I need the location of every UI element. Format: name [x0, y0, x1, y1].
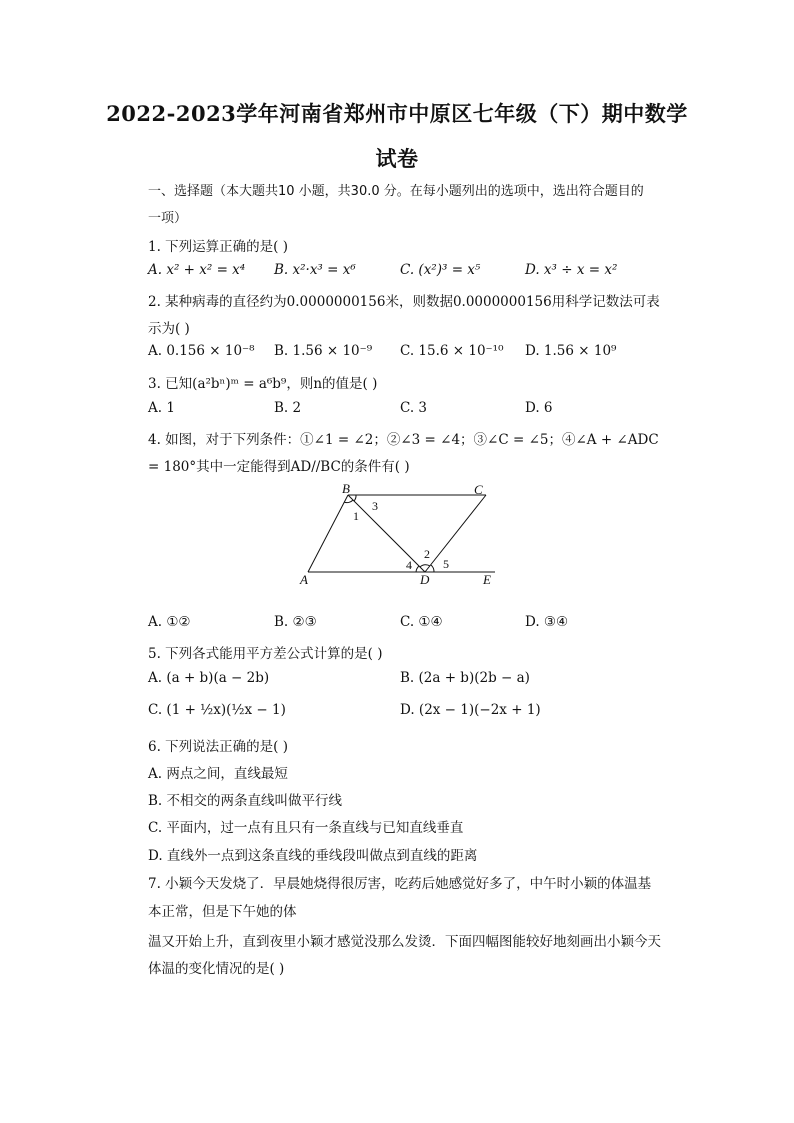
- angle-label-5: 5: [443, 557, 449, 571]
- label-d: D: [420, 572, 430, 587]
- question-2-option-c: C. 15.6 × 10⁻¹⁰: [400, 343, 504, 359]
- question-3-option-c: C. 3: [400, 400, 428, 416]
- question-7-stem: 7. 小颖今天发烧了．早晨她烧得很厉害，吃药后她感觉好多了，中午时小颖的体温基: [148, 876, 652, 892]
- section-heading: 一、选择题（本大题共10 小题，共30.0 分。在每小题列出的选项中，选出符合题目的: [148, 184, 644, 199]
- question-4-stem: 4. 如图，对于下列条件：①∠1 = ∠2；②∠3 = ∠4；③∠C = ∠5；④∠A + ∠ADC: [148, 432, 659, 448]
- line-ab: [308, 495, 348, 572]
- label-b: B: [342, 481, 350, 496]
- exam-title-line2: 试卷: [375, 146, 419, 171]
- question-5-option-d: D. (2x − 1)(−2x + 1): [400, 702, 541, 718]
- angle-5-arc: [431, 565, 434, 572]
- angle-3-arc: [354, 495, 356, 501]
- question-6-option-d: D. 直线外一点到这条直线的垂线段叫做点到直线的距离: [148, 848, 478, 864]
- angle-label-2: 2: [424, 547, 430, 561]
- question-4-option-d: D. ③④: [525, 614, 569, 630]
- question-2-option-a: A. 0.156 × 10⁻⁸: [148, 343, 255, 359]
- angle-label-4: 4: [406, 558, 412, 572]
- question-5-option-c: C. (1 + ½x)(½x − 1): [148, 702, 286, 718]
- angle-2-arc: [420, 565, 430, 567]
- question-1-option-d: D. x³ ÷ x = x²: [525, 262, 618, 278]
- question-6-option-b: B. 不相交的两条直线叫做平行线: [148, 793, 343, 809]
- angle-label-1: 1: [353, 509, 359, 523]
- question-1-option-a: A. x² + x² = x⁴: [148, 262, 246, 278]
- exam-title-line1: 2022-2023学年河南省郑州市中原区七年级（下）期中数学: [106, 101, 688, 126]
- question-6-option-a: A. 两点之间，直线最短: [148, 766, 288, 782]
- angle-label-3: 3: [372, 499, 378, 513]
- label-c: C: [474, 482, 483, 497]
- line-bd: [348, 495, 425, 572]
- question-3-option-d: D. 6: [525, 400, 553, 416]
- question-5-option-a: A. (a + b)(a − 2b): [148, 670, 270, 686]
- line-dc: [425, 495, 486, 572]
- question-7-stem-cont-1: 本正常，但是下午她的体: [148, 904, 297, 920]
- question-3-option-b: B. 2: [274, 400, 302, 416]
- angle-4-arc: [416, 566, 419, 572]
- question-4-option-b: B. ②③: [274, 614, 317, 630]
- question-2-stem-cont: 示为( ): [148, 321, 190, 337]
- question-3-option-a: A. 1: [148, 400, 175, 416]
- question-1-option-c: C. (x²)³ = x⁵: [400, 262, 481, 278]
- question-7-stem-cont-3: 体温的变化情况的是( ): [148, 961, 285, 977]
- question-2-stem: 2. 某种病毒的直径约为0.0000000156米，则数据0.0000000156用科学记数法可表: [148, 294, 660, 310]
- question-6-stem: 6. 下列说法正确的是( ): [148, 739, 288, 755]
- label-a: A: [300, 572, 308, 587]
- question-4-option-a: A. ①②: [148, 614, 191, 630]
- question-4-option-c: C. ①④: [400, 614, 443, 630]
- question-3-stem: 3. 已知(a²bⁿ)ᵐ = a⁶b⁹，则n的值是( ): [148, 376, 378, 392]
- question-6-option-c: C. 平面内，过一点有且只有一条直线与已知直线垂直: [148, 820, 464, 836]
- question-1-stem: 1. 下列运算正确的是( ): [148, 239, 288, 255]
- question-2-option-b: B. 1.56 × 10⁻⁹: [274, 343, 373, 359]
- question-1-option-b: B. x²·x³ = x⁶: [274, 262, 356, 278]
- question-7-stem-cont-2: 温又开始上升，直到夜里小颖才感觉没那么发烫．下面四幅图能较好地刻画出小颖今天: [148, 934, 661, 950]
- question-2-option-d: D. 1.56 × 10⁹: [525, 343, 617, 359]
- section-heading-cont: 一项）: [148, 211, 188, 226]
- label-e: E: [483, 572, 491, 587]
- question-4-stem-cont: = 180°其中一定能得到AD//BC的条件有( ): [148, 459, 410, 475]
- question-5-option-b: B. (2a + b)(2b − a): [400, 670, 530, 686]
- question-4-figure: [290, 480, 505, 588]
- question-5-stem: 5. 下列各式能用平方差公式计算的是( ): [148, 646, 383, 662]
